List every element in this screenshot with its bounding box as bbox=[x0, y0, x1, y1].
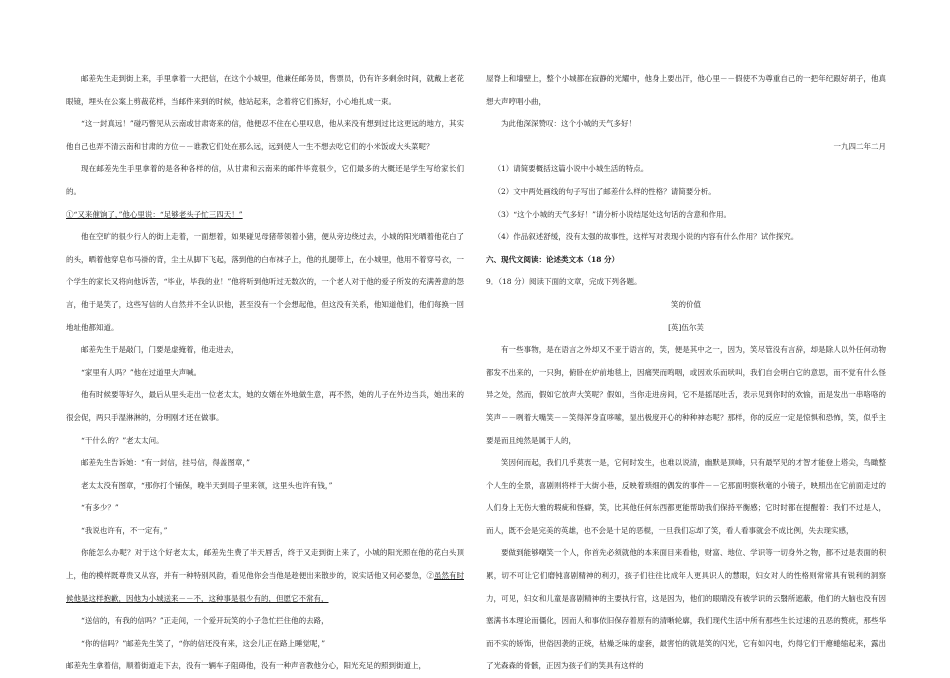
question-item: （3）“这个小城的天气多好！”请分析小说结尾处这句话的含意和作用。 bbox=[493, 209, 731, 219]
dialogue-line: “你的信吗？”邮差先生笑了，“你的信还没有来，这会儿正在路上睡觉呢，” bbox=[81, 638, 326, 648]
question-item: （4）作品叙述舒缓，没有太强的故事性，这样写对表现小说的内容有什么作用？试作探究。 bbox=[493, 232, 799, 242]
dialogue-line: “干什么的？”老太太问。 bbox=[81, 435, 164, 445]
article-paragraph: 要做到能够嘲笑一个人，你首先必须就他的本来面目来看他，财富、地位、学识等一切身外之物，都不过是表面的积累，切不可让它们磨钝喜剧精神的利刃，孩子们往往比成年人更具识人的慧眼，妇女对人的性格则常常具有锐利的洞察力，可见，妇女和儿童是喜剧精神的主要执行官，这是因为，他们的眼睛没有被学识的云翳所遮蔽，他们的大脑也没有因塞满书本理论而僵化，因而人和事依旧保存着原有的清晰轮廓，我们现代生活中所有那些生长过速的丑恶的赘疣，那些华而不实的矫饰，世俗因袭的正统，枯燥乏味的虚套，最害怕的就是笑的闪光，它有如闪电，灼得它们干瘪蜷缩起来，露出了光森森的骨骸，正因为孩子们的笑具有这样的 bbox=[486, 548, 886, 671]
story-paragraph: “这一封真远！”碰巧瞥见从云南或甘肃寄来的信，他便忍不住在心里叹息，他从来没有想到过比这更远的地方，其实他自己也弄不清云南和甘肃的方位－－谁教它们处在那么远，远到使人一生不想去吃它们的小米饭或大头菜呢？ bbox=[66, 119, 464, 151]
story-paragraph bbox=[66, 542, 464, 610]
dialogue-line: 邮差先生告诉她：“有一封信，挂号信，得盖图章，” bbox=[81, 458, 250, 468]
story-date: 一九四二年二月 bbox=[833, 141, 886, 151]
right-column bbox=[486, 68, 886, 678]
dialogue-line: “送信的，有我的信吗？”正走间，一个爱开玩笑的小子急忙拦住他的去路， bbox=[81, 616, 329, 626]
article-title: 笑的价值 bbox=[671, 299, 701, 309]
question-instruction: 9．（18 分）阅读下面的文章，完成下列各题。 bbox=[486, 277, 642, 287]
article-paragraph: 笑因何而起，我们几乎莫衷一是，它何时发生，也难以说清，幽默是顶峰，只有最罕见的才智才能登上塔尖，鸟瞰整个人生的全景，喜剧则将样于大街小巷，反映着琐细的偶发的事件－－它那面明察秋毫的小镜子，映照出在它前面走过的人们身上无伤大雅的瑕疵和怪癖，笑，比其他任何东西都更能帮助我们保持平衡感；它时时都在提醒着：我们不过是人，而人，既不会是完美的英雄，也不会是十足的恶棍，一旦我们忘却了笑，看人看事就会不成比例，失去现实感， bbox=[486, 458, 886, 535]
story-paragraph: 邮差先生拿着信，顺着街道走下去，没有一辆车子阻碍他，没有一种声音教他分心，阳光充足的照到街道上， bbox=[66, 661, 426, 671]
left-column bbox=[66, 68, 464, 678]
dialogue-line: “我说也许有，不一定有，” bbox=[81, 525, 168, 535]
story-paragraph: 他在空旷的很少行人的街上走着，一面想着，如果碰见母猪带领着小猪，便从旁边绕过去，小城的阳光晒着他花白了的头，晒着他穿皂布马褂的背，尘土从脚下飞起，落到他的白布袜子上，他的扎腿带上，在小城里，他用不着穿号衣，一个学生的家长又将向他诉苦，“毕业，毕我的业！”他将听到他听过无数次的，一个老人对于他的爱子所发的充满善意的怨言，他于是笑了，这些写信的人自然并不全认识他，甚至没有一个会想起他，但这没有关系，他知道他们，他们每换一回地址他都知道。 bbox=[66, 232, 464, 332]
dialogue-line: “家里有人吗？”他在过道里大声喊。 bbox=[81, 367, 202, 377]
article-paragraph: 有一些事物，是在语言之外却又不亚于语言的，笑，便是其中之一，因为，笑尽管没有言辞，却是除人以外任何动物都发不出来的，一只狗，俯卧在炉前地毯上，因痛哭而鸣咽，或因欢乐而吠叫，我们自会明白它的意思，而不觉有什么怪异之处，然而，假如它放声大笑呢？假如，当你走进房间，它不是摇尾吐舌，表示见到你时的欢愉，而是发出一串咯咯的笑声－－咧着大嘴笑－－笑得浑身直哆嗦，显出极度开心的种种神态呢？那样，你的反应一定是惊惧和恐怖，笑，似乎主要是而且纯然是属于人的， bbox=[486, 345, 886, 445]
dialogue-line: 老太太没有图章，“那你打个铺保，晚半天到局子里来领，这里头也许有钱，” bbox=[81, 480, 333, 490]
question-item: （1）请简要概括这篇小说中小城生活的特点。 bbox=[493, 164, 649, 174]
underlined-text: ①“又来催饷了，”他心里说：“足够老头子忙三四天！” bbox=[66, 209, 243, 219]
question-item: （2）文中两处画线的句子写出了邮差什么样的性格？请简要分析。 bbox=[493, 186, 716, 196]
section-heading: 六、现代文阅读：论述类文本（18 分） bbox=[486, 254, 620, 264]
story-paragraph: 他有时候要等好久，最后从里头走出一位老太太，她的女婿在外地做生意，再不然，她的儿子在外边当兵，她出来的很会促，两只手湿淋淋的，分明刚才还在做事。 bbox=[66, 390, 464, 422]
underlined-sentence-1 bbox=[66, 204, 464, 227]
story-paragraph: 屋脊上和墙壁上，整个小城都在寂静的光耀中，他身上要出汗，他心里－－假使不为尊重自己的一把年纪跟好胡子，他真想大声哼唱小曲， bbox=[486, 74, 886, 106]
article-author: [英]伍尔芙 bbox=[668, 322, 704, 332]
story-paragraph: 邮差先生走到街上来，手里拿着一大把信，在这个小城里，他兼任邮务员，售票员，仍有许多剩余时间，就戴上老花眼镜，埋头在公案上剪裁花样，当邮件来到的时候，他站起来，念着将它们拣好，小心地扎成一束。 bbox=[66, 74, 464, 106]
paragraph-text: 你能怎么办呢？对于这个好老太太，邮差先生费了半天唇舌，终于又走到街上来了，小城的阳光照在他的花白头顶上，他的模样既尊贵又从容，并有一种特别风韵，看见他你会当他是趁便出来散步的，说实话他又何必要急，② bbox=[66, 548, 464, 581]
story-paragraph: 为此他深深赞叹：这个小城的天气多好！ bbox=[501, 119, 636, 129]
story-paragraph: 邮差先生于是敲门，门要是虚掩着，他走进去， bbox=[81, 345, 239, 355]
story-paragraph: 现在邮差先生手里拿着的是各种各样的信，从甘肃和云南来的邮件毕竟很少，它们最多的大概还是学生写给家长们的。 bbox=[66, 164, 464, 196]
question-list bbox=[486, 158, 886, 248]
underlined-sentence-2: 虽然有时候他是这样抱歉，因他为小城送来－－不，这种事是很少有的，但愿它不常有， bbox=[66, 571, 464, 603]
dialogue-line: “有多少？” bbox=[81, 503, 119, 513]
